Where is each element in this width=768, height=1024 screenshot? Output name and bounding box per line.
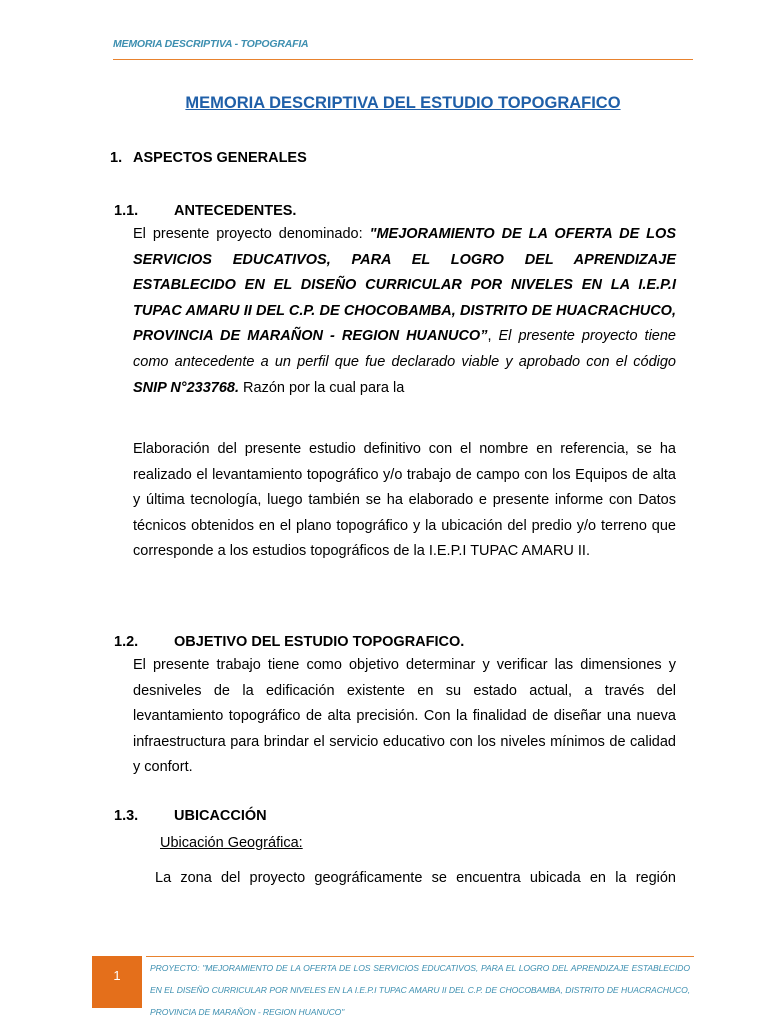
intro-text: El presente proyecto denominado: [133,226,370,242]
tail-text: Razón por la cual para la [239,379,405,396]
header-divider [113,59,693,60]
antecedentes-paragraph [133,222,676,401]
objetivo-paragraph: El presente trabajo tiene como objetivo determinar y verificar las dimensiones y desniveles de la edificación existente en su estado actual, a través del levantamiento topográfico de alta precisión. Con la finalidad de diseñar una nueva infraestructura para brindar el servicio educativo con los niveles mínimos de calidad y confort. [133,657,676,776]
footer-project-text: PROYECTO: "MEJORAMIENTO DE LA OFERTA DE LOS SERVICIOS EDUCATIVOS, PARA EL LOGRO DEL APRENDIZAJE ESTABLECIDO EN EL DISEÑO CURRICULAR POR NIVELES EN LA I.E.P.I TUPAC AMARU II DEL C.P. DE CHOCOBAMBA, DISTRITO DE HUACRACHUCO, PROVINCIA DE MARAÑON - REGION HUANUCO" [150,963,690,1017]
section-1-heading: ASPECTOS GENERALES [133,150,307,166]
section-1-3-number: 1.3. [114,808,139,824]
ubicacion-geografica-subtitle: Ubicación Geográfica: [160,835,303,851]
ubicacion-paragraph: La zona del proyecto geográficamente se encuentra ubicada en la región [155,870,676,886]
project-name: "MEJORAMIENTO DE LA OFERTA DE LOS SERVICIOS EDUCATIVOS, PARA EL LOGRO DEL APRENDIZAJE ESTABLECIDO EN EL DISEÑO CURRICULAR POR NIVELES EN LA I.E.P.I TUPAC AMARU II DEL C.P. DE CHOCOBAMBA, DISTRITO DE HUACRACHUCO, PROVINCIA DE MARAÑON - REGION HUANUCO” [133,226,676,345]
elaboracion-paragraph: Elaboración del presente estudio definitivo con el nombre en referencia, se ha realizado el levantamiento topográfico y/o trabajo de campo con los Equipos de alta y última tecnología, luego también se ha elaborado e presente informe con Datos técnicos obtenidos en el plano topográfico y la ubicación del predio y/o terreno que corresponde a los estudios topográficos de la I.E.P.I TUPAC AMARU II. [133,441,676,560]
document-title: MEMORIA DESCRIPTIVA DEL ESTUDIO TOPOGRAFICO [185,94,621,112]
section-1-1-number: 1.1. [114,203,139,219]
section-1-number: 1. [110,150,123,166]
section-1-2-heading: OBJETIVO DEL ESTUDIO TOPOGRAFICO. [174,634,465,650]
antecedente-text: El presente proyecto tiene como antecedente a un perfil que fue declarado viable y aprobado con el código [133,328,676,370]
section-1-2-number: 1.2. [114,634,139,650]
running-header: MEMORIA DESCRIPTIVA - TOPOGRAFIA [113,38,309,50]
comma: , [487,328,499,345]
snip-code: SNIP N°233768. [133,379,240,396]
section-1-3-heading: UBICACCIÓN [174,808,267,824]
section-1-1-heading: ANTECEDENTES. [174,203,297,219]
page-number: 1 [113,968,121,983]
page-number-box [92,956,142,1008]
